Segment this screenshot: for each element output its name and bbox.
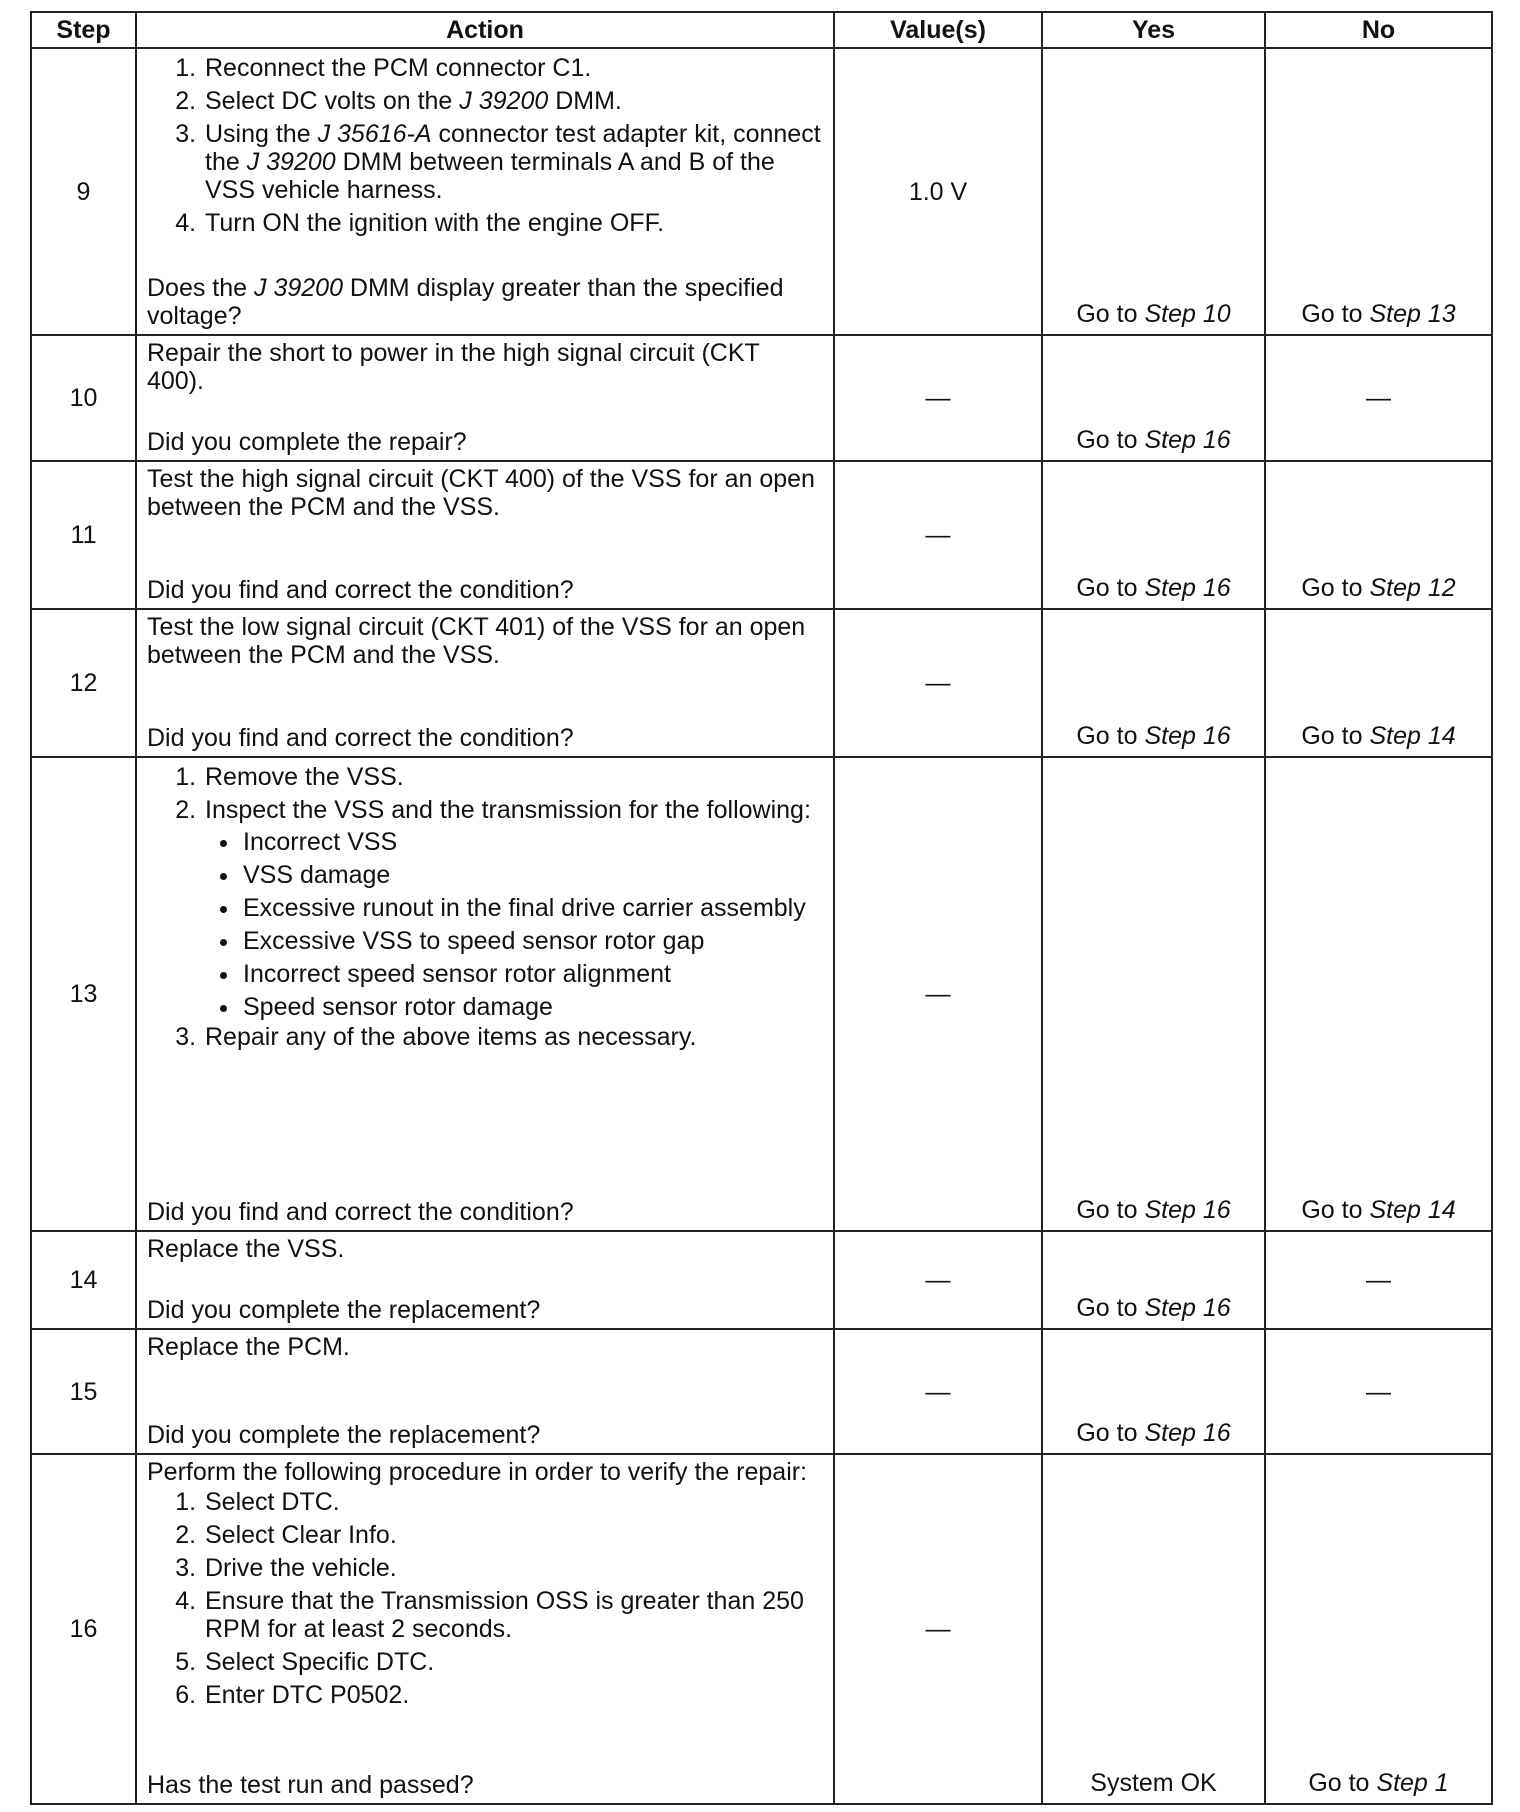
action-intro: Perform the following procedure in order to verify the repair: — [147, 1457, 808, 1486]
yes-outcome — [1042, 48, 1265, 335]
no-outcome — [1265, 335, 1492, 461]
text-part: Did you complete the repair? — [147, 427, 467, 456]
text-part: DMM between terminals A and B of the VSS vehicle harness. — [205, 148, 775, 204]
action-intro: Test the high signal circuit (CKT 400) of the VSS for an open between the PCM and the VSS. — [147, 464, 815, 521]
inspection-item: • Incorrect speed sensor rotor alignment — [241, 960, 823, 988]
action-body — [147, 339, 823, 395]
action-cell — [136, 48, 834, 335]
no-outcome — [1265, 1454, 1492, 1804]
text-part: Using the — [205, 120, 318, 148]
step-number: 16 — [31, 1454, 136, 1804]
step-row-14 — [31, 1231, 1492, 1330]
action-content — [137, 1455, 833, 1803]
value-cell: — — [834, 461, 1042, 609]
no-outcome-step: Step 1 — [1376, 1769, 1449, 1797]
step-number: 13 — [31, 757, 136, 1231]
tool-name: J 35616-A — [317, 120, 432, 148]
action-intro: Replace the PCM. — [147, 1333, 350, 1362]
action-content — [137, 1232, 833, 1329]
no-outcome-text: — — [1366, 384, 1391, 413]
step-number: 11 — [31, 461, 136, 609]
yes-outcome — [1042, 335, 1265, 461]
no-outcome-text: Go to — [1301, 574, 1370, 602]
text-part: Select DC volts on the — [205, 87, 460, 115]
action-question — [147, 428, 823, 456]
header-action: Action — [136, 12, 834, 48]
text-part: Enter DTC P0502. — [205, 1680, 410, 1709]
value-cell: — — [834, 757, 1042, 1231]
action-question — [147, 1771, 823, 1799]
text-part: Drive the vehicle. — [205, 1553, 397, 1582]
no-outcome-step: Step 13 — [1369, 300, 1456, 329]
yes-outcome-text: Go to — [1076, 574, 1145, 602]
no-outcome — [1265, 1329, 1492, 1454]
header-no: No — [1265, 12, 1492, 48]
yes-outcome-step: Step 16 — [1144, 1418, 1231, 1447]
action-content — [137, 758, 833, 1230]
yes-outcome — [1042, 1329, 1265, 1454]
action-question — [147, 274, 823, 330]
inspection-item: • Excessive VSS to speed sensor rotor gap — [241, 927, 823, 955]
action-cell — [136, 335, 834, 461]
action-intro: Test the low signal circuit (CKT 401) of the VSS for an open between the PCM and the VSS. — [147, 613, 806, 669]
step-number: 12 — [31, 609, 136, 757]
text-part: Turn ON the ignition with the engine OFF. — [205, 209, 665, 237]
inspection-item: • Excessive runout in the final drive carrier assembly — [241, 894, 823, 922]
yes-outcome — [1042, 609, 1265, 757]
action-content — [137, 336, 833, 460]
yes-outcome — [1042, 461, 1265, 609]
action-cell — [136, 609, 834, 757]
text-part: Did you find and correct the condition? — [147, 576, 574, 604]
action-question — [147, 1421, 823, 1449]
action-steps — [147, 763, 823, 1021]
action-cell — [136, 461, 834, 609]
action-content — [137, 1330, 833, 1453]
text-part: Has the test run and passed? — [147, 1771, 474, 1799]
yes-outcome — [1042, 1454, 1265, 1804]
no-outcome-text: — — [1366, 1265, 1391, 1294]
action-step — [203, 1554, 823, 1582]
no-outcome-step: Step 12 — [1369, 574, 1456, 602]
value-cell: — — [834, 1231, 1042, 1330]
no-outcome-text: Go to — [1301, 300, 1370, 329]
action-intro: Repair the short to power in the high signal circuit (CKT 400). — [147, 339, 760, 396]
action-question — [147, 576, 823, 604]
yes-outcome-step: Step 16 — [1144, 574, 1231, 602]
action-step — [203, 54, 823, 82]
text-part: connector test adapter kit, connect the — [205, 120, 821, 176]
yes-outcome-text: Go to — [1076, 1294, 1145, 1323]
yes-outcome-step: Step 10 — [1144, 300, 1231, 329]
no-outcome-step: Step 14 — [1369, 1195, 1456, 1224]
text-part: DMM display greater than the specified voltage? — [147, 274, 784, 331]
no-outcome — [1265, 1231, 1492, 1330]
text-part: Select Clear Info. — [205, 1520, 397, 1549]
action-step — [203, 796, 823, 1021]
action-body — [147, 613, 823, 669]
yes-outcome-text: Go to — [1076, 1195, 1145, 1224]
no-outcome-text: Go to — [1301, 1195, 1370, 1224]
action-question — [147, 1296, 823, 1324]
no-outcome — [1265, 609, 1492, 757]
value-cell: — — [834, 1454, 1042, 1804]
header-step: Step — [31, 12, 136, 48]
action-step — [203, 120, 823, 204]
action-step — [203, 87, 823, 115]
header-values: Value(s) — [834, 12, 1042, 48]
action-step — [203, 1587, 823, 1643]
text-part: Ensure that the Transmission OSS is greater than 250 RPM for at least 2 seconds. — [205, 1586, 804, 1643]
value-cell: — — [834, 609, 1042, 757]
header-yes: Yes — [1042, 12, 1265, 48]
action-content — [137, 49, 833, 334]
action-body — [147, 1333, 823, 1361]
action-body — [147, 1458, 823, 1709]
yes-outcome-text: Go to — [1076, 1418, 1145, 1447]
yes-outcome-step: Step 16 — [1144, 1294, 1231, 1323]
no-outcome — [1265, 48, 1492, 335]
yes-outcome-step: Step 16 — [1144, 722, 1231, 751]
yes-outcome-text: Go to — [1076, 300, 1145, 329]
step-row-9 — [31, 48, 1492, 335]
action-body — [147, 1235, 823, 1263]
action-steps — [147, 54, 823, 237]
yes-outcome-text: Go to — [1076, 425, 1145, 454]
action-step — [203, 763, 823, 791]
action-cell — [136, 1231, 834, 1330]
text-part: Repair any of the above items as necessary. — [205, 1023, 697, 1052]
step-number: 14 — [31, 1231, 136, 1330]
action-intro: Replace the VSS. — [147, 1234, 345, 1263]
yes-outcome — [1042, 1231, 1265, 1330]
text-part: Select DTC. — [205, 1487, 340, 1516]
no-outcome — [1265, 461, 1492, 609]
value-cell: — — [834, 335, 1042, 461]
yes-outcome — [1042, 757, 1265, 1231]
diagnostic-table — [30, 11, 1493, 1805]
action-question — [147, 724, 823, 752]
text-part: Did you complete the replacement? — [147, 1420, 541, 1449]
header-row — [31, 12, 1492, 48]
step-number: 10 — [31, 335, 136, 461]
text-part: Does the — [147, 274, 255, 303]
action-body — [147, 465, 823, 521]
action-step — [203, 1681, 823, 1709]
text-part: Did you complete the replacement? — [147, 1296, 541, 1325]
step-row-16 — [31, 1454, 1492, 1804]
text-part: DMM. — [548, 87, 622, 115]
action-question — [147, 1198, 823, 1226]
tool-name: J 39200 — [246, 148, 336, 176]
step-row-10 — [31, 335, 1492, 461]
no-outcome-step: Step 14 — [1369, 722, 1456, 751]
no-outcome — [1265, 757, 1492, 1231]
inspection-item: • Speed sensor rotor damage — [241, 993, 823, 1021]
inspection-item: • Incorrect VSS — [241, 828, 823, 856]
action-step — [203, 1648, 823, 1676]
text-part: Did you find and correct the condition? — [147, 1197, 574, 1226]
value-cell: 1.0 V — [834, 48, 1042, 335]
action-content — [137, 462, 833, 608]
no-outcome-text: Go to — [1308, 1769, 1377, 1797]
action-cell — [136, 757, 834, 1231]
action-cell — [136, 1454, 834, 1804]
action-steps-continued — [147, 1023, 823, 1051]
action-content — [137, 610, 833, 756]
step-row-11 — [31, 461, 1492, 609]
step-row-13 — [31, 757, 1492, 1231]
text-part: Inspect the VSS and the transmission for the following: — [205, 796, 811, 825]
tool-name: J 39200 — [459, 87, 549, 115]
yes-outcome-step: Step 16 — [1144, 425, 1231, 454]
inspection-list — [205, 828, 823, 1021]
action-cell — [136, 1329, 834, 1454]
action-body — [147, 761, 823, 1051]
action-step — [203, 1521, 823, 1549]
action-step — [203, 209, 823, 237]
action-step — [203, 1488, 823, 1516]
step-number: 9 — [31, 48, 136, 335]
tool-name: J 39200 — [254, 274, 343, 303]
action-steps — [147, 1488, 823, 1709]
yes-outcome-text: Go to — [1076, 722, 1145, 751]
text-part: Reconnect the PCM connector C1. — [205, 54, 592, 82]
action-step — [203, 1023, 823, 1051]
step-row-15 — [31, 1329, 1492, 1454]
yes-outcome-step: Step 16 — [1144, 1195, 1231, 1224]
step-number: 15 — [31, 1329, 136, 1454]
step-row-12 — [31, 609, 1492, 757]
text-part: Select Specific DTC. — [205, 1647, 435, 1676]
text-part: Remove the VSS. — [205, 763, 404, 792]
yes-outcome-text: System OK — [1090, 1769, 1217, 1797]
value-cell: — — [834, 1329, 1042, 1454]
inspection-item: • VSS damage — [241, 861, 823, 889]
action-body — [147, 52, 823, 237]
text-part: Did you find and correct the condition? — [147, 724, 574, 753]
no-outcome-text: Go to — [1301, 722, 1370, 751]
no-outcome-text: — — [1366, 1377, 1391, 1406]
